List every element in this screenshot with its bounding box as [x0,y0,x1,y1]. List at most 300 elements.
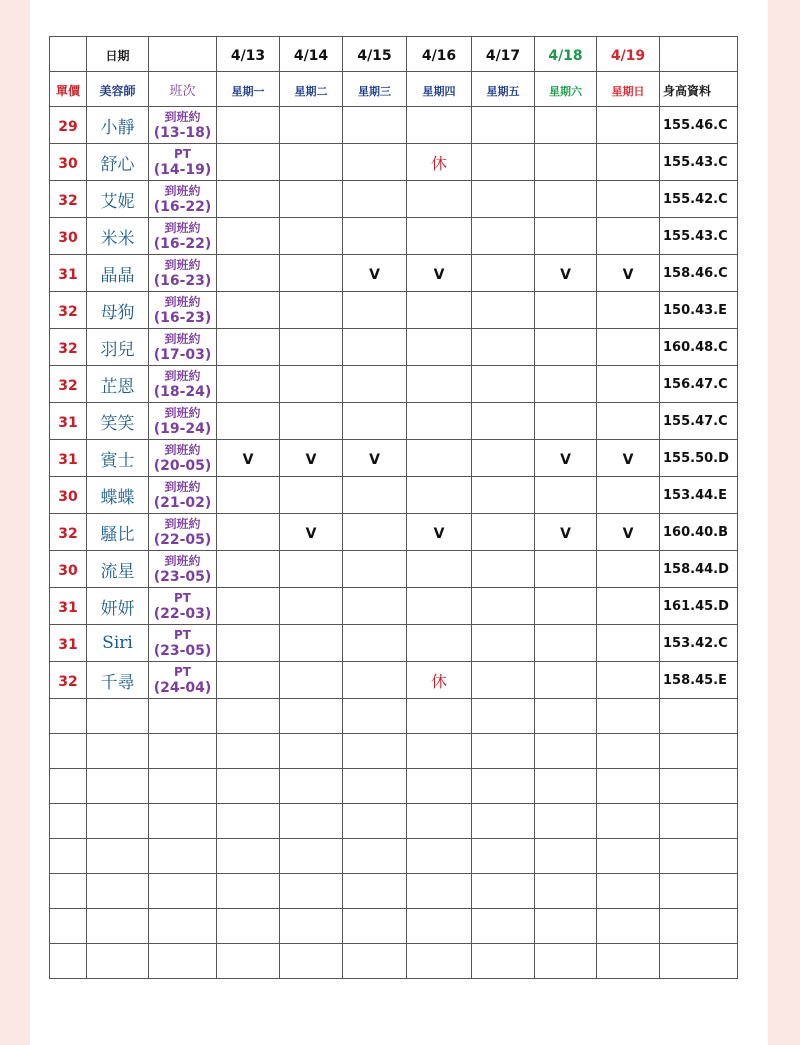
empty-cell [535,944,597,979]
empty-cell [472,804,535,839]
empty-cell [535,874,597,909]
shift-type: 到班約 [164,258,201,272]
empty-cell [343,804,407,839]
empty-cell [87,839,149,874]
day-mark-cell [280,662,343,699]
beautician-name-cell [87,440,149,477]
day-mark-cell [343,662,407,699]
shift-hours: (16-23) [153,273,212,289]
day-mark-cell [280,403,343,440]
table-row [50,440,738,477]
empty-cell [149,839,217,874]
day-mark-cell [597,477,660,514]
price-cell [50,625,87,662]
day-mark-cell [217,107,280,144]
day-mark-cell [472,477,535,514]
empty-cell [280,909,343,944]
beautician-name: Siri [102,633,133,653]
empty-cell [660,699,738,734]
shift-type: 到班約 [164,406,201,420]
day-mark-cell [472,514,535,551]
day-mark-cell [472,107,535,144]
table-row [50,144,738,181]
empty-cell [217,769,280,804]
empty-cell [87,699,149,734]
date-text: 4/15 [357,47,392,64]
weekday-text: 星期四 [422,84,456,98]
beautician-name-cell [87,477,149,514]
day-mark-cell [472,366,535,403]
empty-cell [217,944,280,979]
day-mark-cell [343,181,407,218]
day-mark: V [242,451,254,468]
shift-type: PT [174,665,191,679]
height-info-cell [660,181,738,218]
price-cell [50,588,87,625]
empty-cell [472,909,535,944]
table-row [50,403,738,440]
height-info: 158.46.C [663,265,728,281]
height-info-cell [660,255,738,292]
shift-type: 到班約 [164,554,201,568]
empty-cell [217,839,280,874]
shift-cell [149,588,217,625]
shift-hours: (21-02) [153,495,212,511]
weekday-cell [597,72,660,107]
day-mark-cell [407,292,472,329]
empty-cell [660,769,738,804]
empty-row [50,874,738,909]
empty-cell [535,699,597,734]
info-header-text: 身高資料 [663,83,712,98]
price-cell [50,144,87,181]
shift-cell [149,107,217,144]
day-mark-cell [217,255,280,292]
day-mark-cell [407,107,472,144]
day-mark-cell [343,144,407,181]
shift-hours: (18-24) [153,384,212,400]
date-cell [597,37,660,72]
empty-cell [280,839,343,874]
day-mark-cell [597,662,660,699]
day-mark-cell [472,218,535,255]
beautician-name: 舒心 [100,154,135,175]
shift [149,405,216,437]
day-mark-cell [597,329,660,366]
empty-cell [343,909,407,944]
table-row [50,625,738,662]
empty-row [50,804,738,839]
day-mark-cell [343,107,407,144]
empty-cell [149,874,217,909]
day-mark-cell [535,440,597,477]
price-cell [50,440,87,477]
empty-cell [50,804,87,839]
empty-cell [597,944,660,979]
day-mark-cell [535,662,597,699]
empty-cell [149,769,217,804]
table-row [50,292,738,329]
day-mark-cell [535,107,597,144]
day-mark: V [433,525,445,542]
day-mark-cell [535,551,597,588]
shift [149,553,216,585]
day-mark: V [305,525,317,542]
beautician-name: 笑笑 [100,413,135,434]
day-mark-cell [343,588,407,625]
day-mark-cell [343,218,407,255]
empty-cell [660,804,738,839]
shift-type: PT [174,591,191,605]
day-mark-cell [535,144,597,181]
day-mark-cell [597,218,660,255]
day-mark-cell [217,477,280,514]
day-mark: V [369,266,380,283]
beautician-name: 芷恩 [100,376,135,397]
price: 31 [58,414,78,431]
day-mark-cell [535,403,597,440]
empty-cell [660,874,738,909]
shift-cell [149,181,217,218]
price: 30 [58,488,78,505]
day-mark-cell [343,292,407,329]
empty-row [50,909,738,944]
shift-hours: (16-22) [153,199,212,215]
day-mark-cell [472,625,535,662]
price-cell [50,255,87,292]
day-mark-cell [535,366,597,403]
shift-type: 到班約 [164,110,201,124]
date-header-row [50,37,738,72]
day-mark-cell [407,144,472,181]
height-info-cell [660,403,738,440]
empty-cell [535,839,597,874]
empty-cell [50,909,87,944]
shift [149,479,216,511]
price-cell [50,662,87,699]
beautician-name-cell [87,255,149,292]
price: 31 [58,636,78,653]
empty-cell [87,804,149,839]
table-row [50,255,738,292]
day-mark-cell [535,218,597,255]
price: 32 [58,192,78,209]
beautician-name-cell [87,292,149,329]
shift-hours: (19-24) [153,421,212,437]
day-mark-cell [597,551,660,588]
day-mark-cell [280,440,343,477]
height-info: 155.42.C [663,191,728,207]
day-mark-cell [343,255,407,292]
beautician-name: 千尋 [100,672,135,693]
weekday-header-row [50,72,738,107]
day-mark-cell [597,366,660,403]
beautician-name-cell [87,181,149,218]
day-mark: 休 [430,671,447,691]
beautician-name-cell [87,144,149,181]
weekday-cell [535,72,597,107]
empty-cell [280,944,343,979]
height-info-cell [660,366,738,403]
empty-cell [407,909,472,944]
day-mark-cell [217,551,280,588]
empty-cell [343,734,407,769]
shift-hours: (16-23) [153,310,212,326]
price: 31 [58,599,78,616]
day-mark: V [305,451,317,468]
empty-cell [472,944,535,979]
price-cell [50,403,87,440]
empty-cell [472,874,535,909]
table-row [50,218,738,255]
shift-hours: (22-05) [153,532,212,548]
day-mark-cell [535,255,597,292]
empty-cell [535,734,597,769]
shift-type: 到班約 [164,221,201,235]
day-mark-cell [407,588,472,625]
height-info: 160.40.B [663,524,729,540]
empty-cell [407,804,472,839]
height-info: 161.45.D [663,598,729,614]
price: 32 [58,303,78,320]
shift-hours: (16-22) [153,236,212,252]
day-mark: V [369,451,380,468]
day-mark-cell [217,218,280,255]
date-text: 4/17 [485,47,521,64]
day-mark-cell [217,662,280,699]
day-mark: V [622,525,634,542]
date-cell [407,37,472,72]
day-mark-cell [597,292,660,329]
empty-cell [87,909,149,944]
beautician-name-cell [87,588,149,625]
empty-cell [50,944,87,979]
shift-cell [149,625,217,662]
day-mark-cell [407,255,472,292]
day-mark: V [560,451,571,468]
day-mark: V [560,266,571,283]
day-mark-cell [535,292,597,329]
beautician-name-cell [87,366,149,403]
height-info-cell [660,588,738,625]
table-row [50,662,738,699]
height-info-cell [660,551,738,588]
beautician-name-cell [87,514,149,551]
empty-cell [149,944,217,979]
day-mark-cell [472,181,535,218]
day-mark-cell [343,514,407,551]
beautician-name: 流星 [100,561,135,582]
height-info-cell [660,440,738,477]
empty-cell [407,769,472,804]
day-mark-cell [280,144,343,181]
day-mark-cell [280,329,343,366]
shift-type: 到班約 [164,480,201,494]
day-mark-cell [597,514,660,551]
shift-type: PT [174,628,191,642]
beautician-header-text: 美容師 [99,83,136,98]
shift-hours: (22-03) [153,606,212,622]
weekday-cell [343,72,407,107]
day-mark-cell [472,255,535,292]
day-mark-cell [407,551,472,588]
day-mark-cell [407,514,472,551]
empty-cell [660,909,738,944]
day-mark-cell [407,662,472,699]
height-info: 153.42.C [663,635,728,651]
table-row [50,514,738,551]
day-mark-cell [217,144,280,181]
beautician-name: 米米 [100,228,135,249]
day-mark-cell [535,477,597,514]
price: 30 [58,155,78,172]
beautician-name: 晶晶 [100,265,135,286]
empty-cell [217,909,280,944]
height-info-cell [660,218,738,255]
empty-cell [597,699,660,734]
day-mark-cell [280,255,343,292]
empty-cell [660,944,738,979]
price: 32 [58,340,78,357]
date-label-text: 日期 [105,48,130,63]
day-mark-cell [217,588,280,625]
date-cell [343,37,407,72]
weekday-text: 星期一 [231,84,265,98]
shift-cell [149,144,217,181]
height-info: 153.44.E [663,487,727,503]
price-cell [50,366,87,403]
empty-cell [50,874,87,909]
beautician-name: 騷比 [100,524,135,545]
beautician-name-cell [87,107,149,144]
height-info: 160.48.C [663,339,728,355]
shift-cell [149,514,217,551]
day-mark-cell [407,218,472,255]
day-mark-cell [280,625,343,662]
beautician-name: 羽兒 [100,339,135,360]
weekday-cell [472,72,535,107]
shift-cell [149,218,217,255]
height-info-cell [660,514,738,551]
day-mark-cell [343,366,407,403]
empty-cell [343,769,407,804]
price-cell [50,181,87,218]
day-mark-cell [280,514,343,551]
price-header [50,72,87,107]
empty-cell [50,769,87,804]
schedule-table [49,36,738,979]
empty-cell [597,909,660,944]
shift [149,516,216,548]
shift-cell [149,255,217,292]
table-row [50,551,738,588]
day-mark-cell [217,366,280,403]
weekday-cell [280,72,343,107]
shift-cell [149,477,217,514]
day-mark-cell [217,292,280,329]
date-cell [535,37,597,72]
shift-type: 到班約 [164,332,201,346]
day-mark-cell [407,403,472,440]
beautician-name: 蝶蝶 [100,487,135,508]
shift [149,664,216,696]
empty-cell [149,699,217,734]
day-mark-cell [535,588,597,625]
shift-hours: (20-05) [153,458,212,474]
table-row [50,588,738,625]
shift [149,442,216,474]
empty-cell [407,839,472,874]
shift-type: 到班約 [164,443,201,457]
empty-cell [660,839,738,874]
day-mark-cell [472,551,535,588]
day-mark-cell [597,107,660,144]
shift-header-text: 班次 [169,83,196,99]
date-text: 4/18 [548,47,583,64]
shift [149,183,216,215]
empty-cell [280,769,343,804]
height-info: 155.50.D [663,450,729,466]
price: 32 [58,525,78,542]
weekday-text: 星期三 [358,84,391,98]
day-mark-cell [597,440,660,477]
shift-cell [149,662,217,699]
empty-cell [597,874,660,909]
shift-cell [149,403,217,440]
day-mark-cell [472,144,535,181]
table-row [50,477,738,514]
day-mark-cell [407,366,472,403]
height-info: 155.43.C [663,154,728,170]
day-mark-cell [217,181,280,218]
empty-cell [597,839,660,874]
empty-cell [280,734,343,769]
empty-cell [343,699,407,734]
shift-type: 到班約 [164,517,201,531]
empty-cell [597,734,660,769]
beautician-name-cell [87,329,149,366]
beautician-name-cell [87,625,149,662]
shift [149,590,216,622]
shift-hours: (13-18) [153,125,212,141]
day-mark-cell [535,181,597,218]
date-cell [472,37,535,72]
empty-cell [407,944,472,979]
date-text: 4/14 [293,47,329,64]
height-info: 150.43.E [663,302,727,318]
shift-type: PT [174,147,191,161]
beautician-name: 艾妮 [100,191,135,212]
beautician-name: 小靜 [100,117,135,138]
blank-header-cell [149,37,217,72]
empty-cell [343,874,407,909]
price-cell [50,477,87,514]
date-text: 4/16 [421,47,457,64]
day-mark-cell [535,514,597,551]
shift [149,627,216,659]
shift-hours: (17-03) [153,347,212,363]
empty-cell [535,769,597,804]
beautician-name: 妍妍 [100,598,135,619]
shift-hours: (24-04) [153,680,212,696]
height-info: 155.43.C [663,228,728,244]
price: 30 [58,562,78,579]
height-info-cell [660,144,738,181]
empty-cell [280,804,343,839]
weekday-cell [407,72,472,107]
table-row [50,366,738,403]
shift-hours: (14-19) [153,162,212,178]
